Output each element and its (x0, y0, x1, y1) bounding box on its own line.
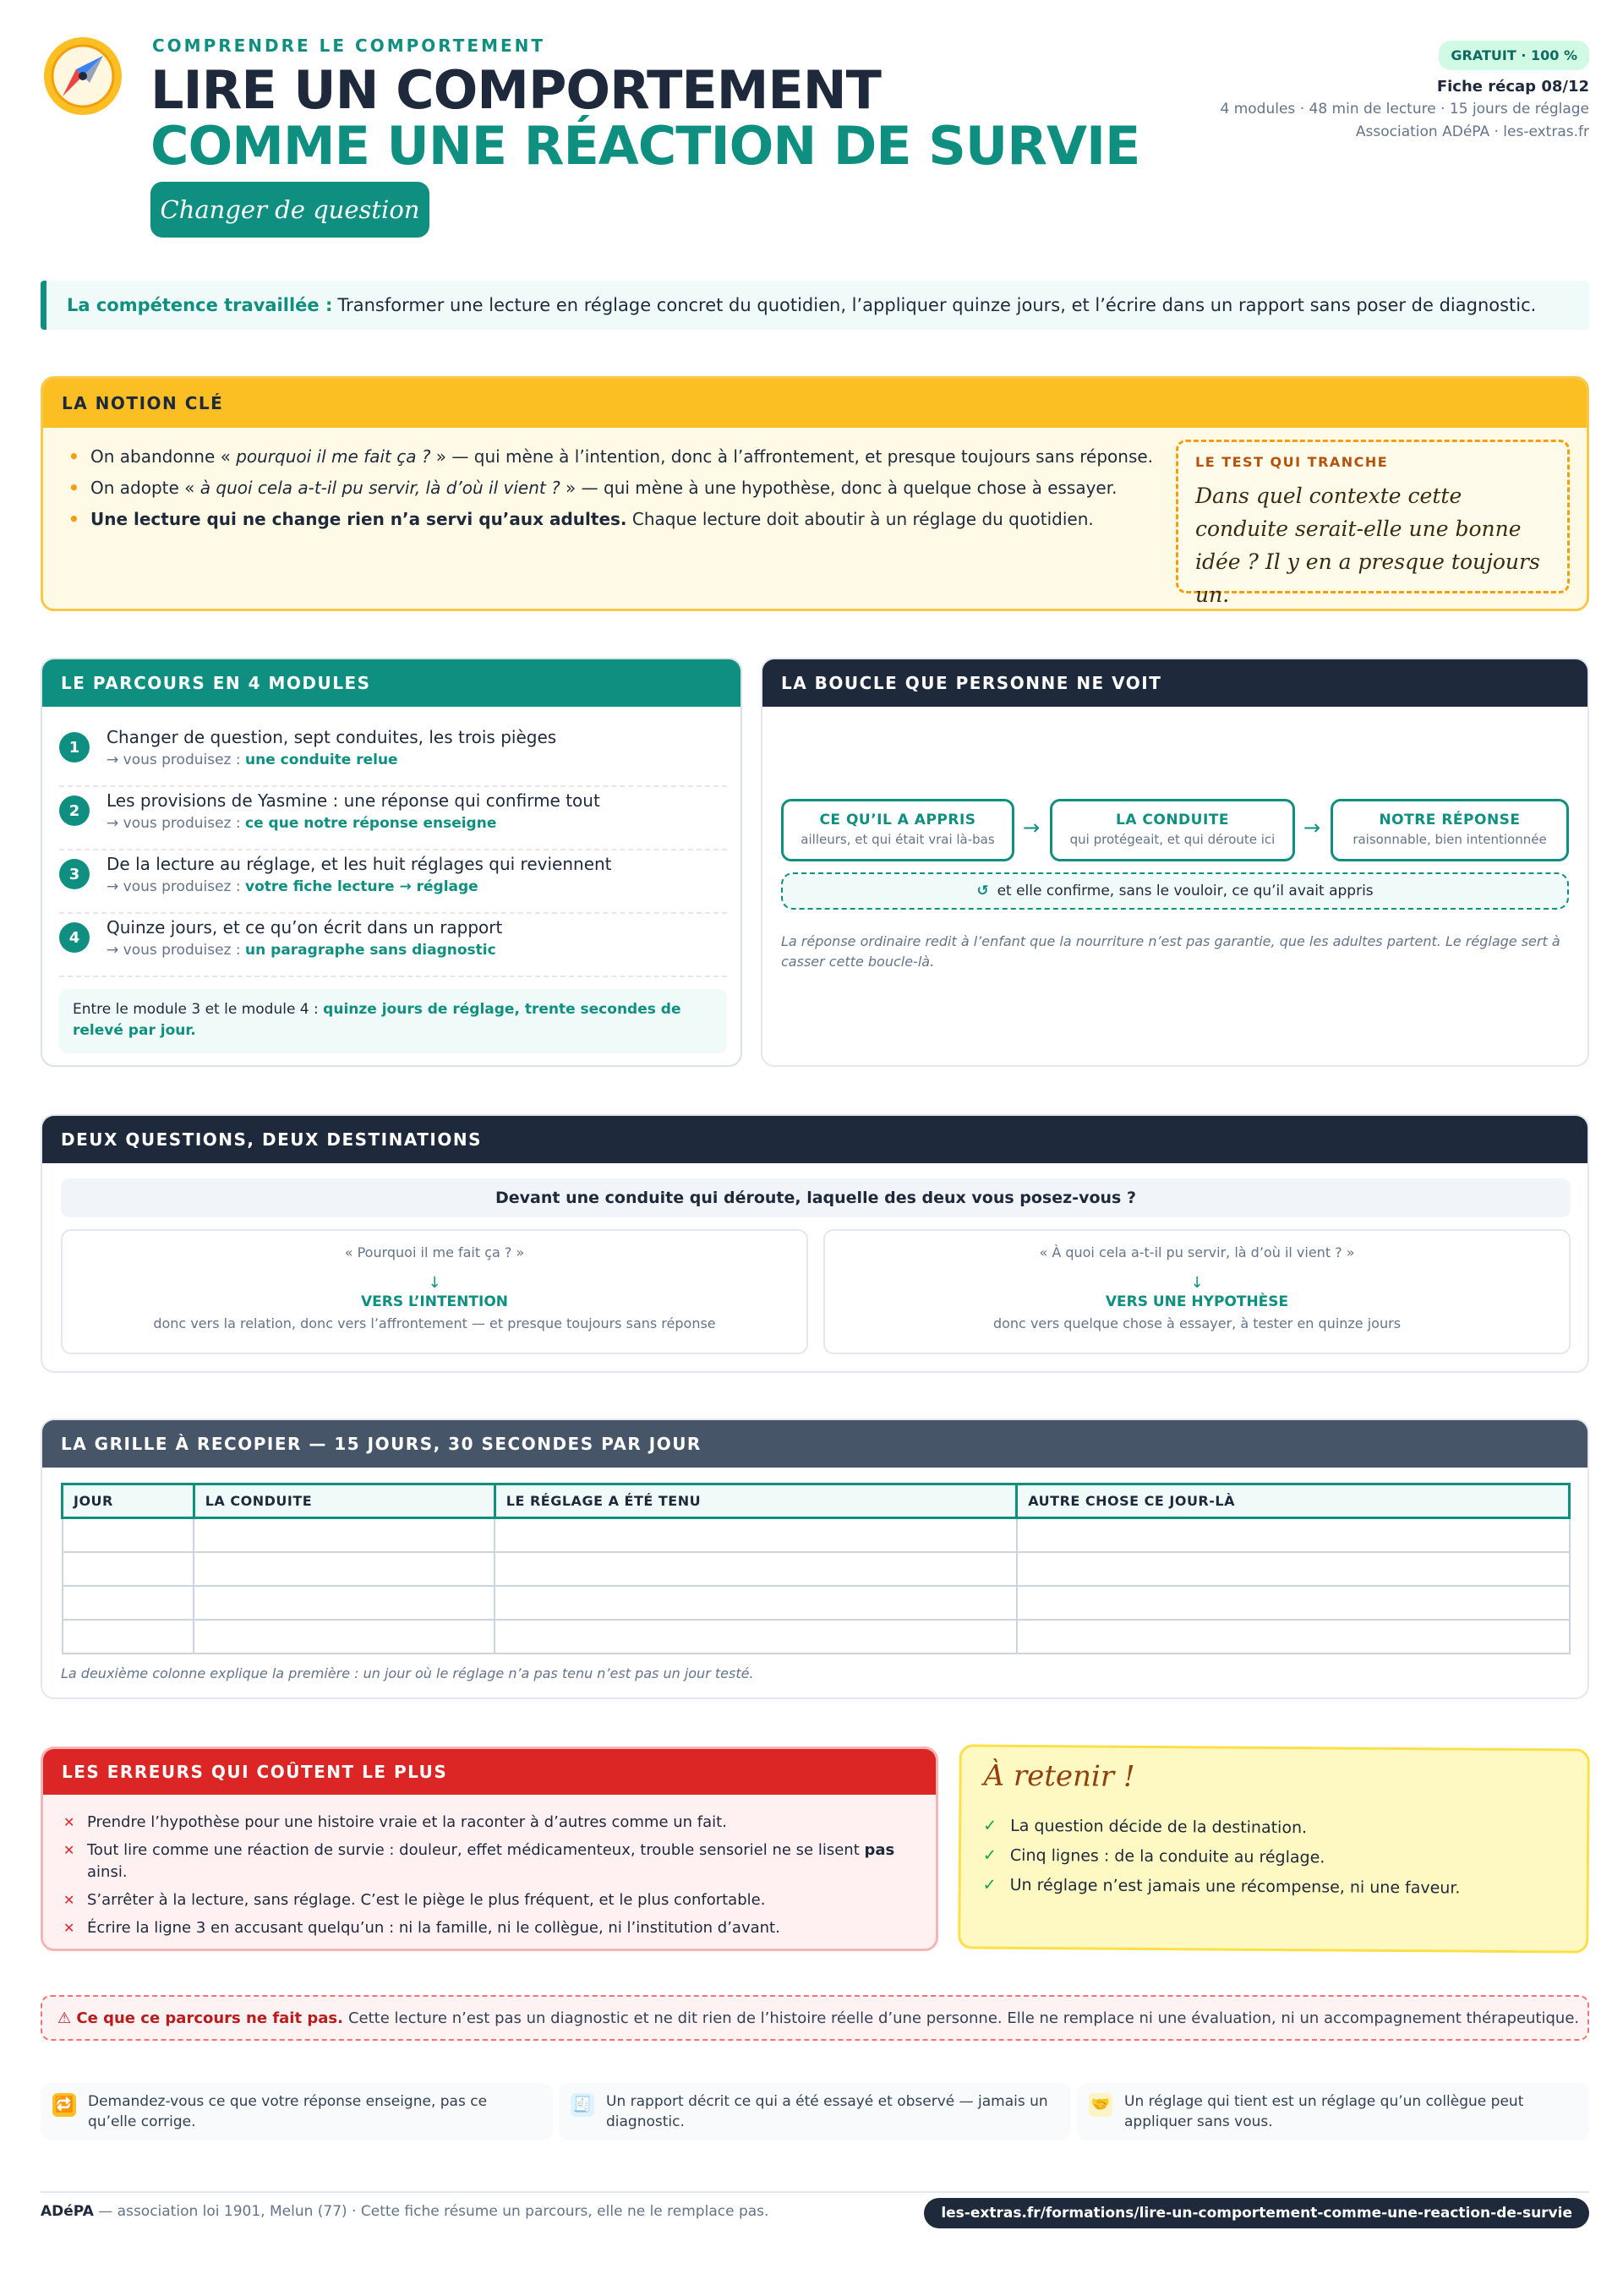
module-product: → vous produisez : votre fiche lecture → réglage (107, 878, 478, 895)
error-item: ✕ Tout lire comme une réaction de survie : douleur, effet médicamenteux, trouble sensoriel ne se lisent pas ainsi. (63, 1840, 917, 1883)
free-badge: GRATUIT · 100 % (1439, 41, 1589, 70)
column-header: LA CONDUITE (194, 1484, 495, 1518)
column-header: LE RÉGLAGE A ÉTÉ TENU (495, 1484, 1016, 1518)
footer-divider (41, 2191, 1589, 2193)
notion-card (41, 376, 1589, 611)
module-number: 1 (59, 732, 90, 763)
between-modules-note: Entre le module 3 et le module 4 : quinze jours de réglage, trente secondes de relevé par jour. (59, 989, 727, 1053)
module-item[interactable] (59, 850, 727, 914)
header-meta (1221, 41, 1590, 144)
column-header: AUTRE CHOSE CE JOUR-LÀ (1017, 1484, 1570, 1518)
remember-item: ✓ La question décide de la destination. (983, 1812, 1566, 1845)
module-product: → vous produisez : ce que notre réponse enseigne (107, 815, 497, 832)
warning-icon: ⚠ (57, 2009, 72, 2027)
tip-card: 🔁 Demandez-vous ce que votre réponse enseigne, pas ce qu’elle corrige. (41, 2083, 553, 2140)
remember-item: ✓ Un réglage n’est jamais une récompense, ni une faveur. (983, 1871, 1566, 1905)
remember-list (983, 1812, 1567, 1905)
kicker: COMPRENDRE LE COMPORTEMENT (152, 36, 546, 56)
central-question: Devant une conduite qui déroute, laquelle des deux vous posez-vous ? (61, 1178, 1571, 1217)
module-item[interactable] (59, 914, 727, 977)
competence-banner (41, 281, 1589, 330)
two-questions-heading: DEUX QUESTIONS, DEUX DESTINATIONS (42, 1116, 1587, 1163)
parcours-heading: LE PARCOURS EN 4 MODULES (42, 659, 740, 707)
module-number: 2 (59, 795, 90, 826)
repeat-icon: 🔁 (52, 2093, 76, 2117)
loop-return (781, 872, 1569, 910)
tip-card: 🤝 Un réglage qui tient est un réglage qu’un collègue peut appliquer sans vous. (1077, 2083, 1589, 2140)
test-text: Dans quel contexte cette conduite serait-elle une bonne idée ? Il y en a presque toujours un. (1195, 484, 1540, 607)
two-questions-card (41, 1114, 1589, 1373)
notion-list (68, 441, 1167, 535)
remember-title: À retenir ! (983, 1758, 1135, 1794)
footer-text: ADéPA — association loi 1901, Melun (77) · Cette fiche résume un parcours, elle ne le remplace pas. (41, 2203, 769, 2220)
course-url-link[interactable]: les-extras.fr/formations/lire-un-comportement-comme-une-reaction-de-survie (924, 2198, 1589, 2228)
course-info: 4 modules · 48 min de lecture · 15 jours de réglage (1220, 101, 1589, 118)
module-number: 4 (59, 922, 90, 953)
change-question-button[interactable]: Changer de question (150, 182, 429, 238)
disclaimer: ⚠ Ce que ce parcours ne fait pas. Cette lecture n’est pas un diagnostic et ne dit rien de l’histoire réelle d’une personne. Elle ne remplace ni une évaluation, ni un accompagnement thérapeutique. (41, 1995, 1589, 2041)
module-title: Les provisions de Yasmine : une réponse qui confirme tout (107, 790, 600, 811)
page-subtitle: COMME UNE RÉACTION DE SURVIE (150, 115, 1140, 177)
remember-card (958, 1744, 1590, 1953)
loop-note: La réponse ordinaire redit à l’enfant que la nourriture n’est pas garantie, que les adultes partent. Le réglage sert à casser cette boucle-là. (781, 933, 1560, 970)
errors-heading: LES ERREURS QUI COÛTENT LE PLUS (43, 1749, 936, 1795)
tracking-grid (61, 1483, 1571, 1654)
module-item[interactable] (59, 724, 727, 787)
compass-icon (41, 34, 125, 118)
loop-heading: LA BOUCLE QUE PERSONNE NE VOIT (762, 659, 1587, 707)
arrow-down-icon: ↓ (428, 1274, 441, 1292)
error-item: ✕ S’arrêter à la lecture, sans réglage. C’est le piège le plus fréquent, et le plus confortable. (63, 1889, 917, 1911)
competence-text: Transformer une lecture en réglage concret du quotidien, l’appliquer quinze jours, et l’écrire dans un rapport sans poser de diagnostic. (337, 295, 1537, 315)
table-row (63, 1552, 1570, 1586)
page-title: LIRE UN COMPORTEMENT (150, 59, 881, 121)
module-number: 3 (59, 859, 90, 889)
loop-card (761, 658, 1589, 1067)
module-title: Changer de question, sept conduites, les trois pièges (107, 727, 557, 747)
notion-item: • On abandonne « pourquoi il me fait ça ? » — qui mène à l’intention, donc à l’affrontement, et presque toujours sans réponse. (68, 441, 1167, 473)
arrow-right-icon: → (1303, 816, 1321, 839)
arrow-down-icon: ↓ (1190, 1274, 1204, 1292)
test-label: LE TEST QUI TRANCHE (1195, 454, 1389, 470)
parcours-card (41, 658, 742, 1067)
grid-card (41, 1419, 1589, 1699)
question-option[interactable]: « Pourquoi il me fait ça ? » ↓ VERS L’INTENTION donc vers la relation, donc vers l’affrontement — et presque toujours sans réponse (61, 1229, 808, 1354)
module-product: → vous produisez : une conduite relue (107, 752, 398, 768)
table-row (63, 1620, 1570, 1654)
errors-card (41, 1747, 938, 1951)
notion-heading: LA NOTION CLÉ (43, 379, 1587, 428)
error-item: ✕ Écrire la ligne 3 en accusant quelqu’un : ni la famille, ni le collègue, ni l’institution d’avant. (63, 1917, 917, 1939)
error-item: ✕ Prendre l’hypothèse pour une histoire vraie et la raconter à d’autres comme un fait. (63, 1812, 917, 1834)
grid-note: La deuxième colonne explique la première : un jour où le réglage n’a pas tenu n’est pas un jour testé. (61, 1665, 754, 1681)
module-title: Quinze jours, et ce qu’on écrit dans un rapport (107, 917, 503, 938)
arrow-right-icon: → (1023, 816, 1041, 839)
column-header: JOUR (63, 1484, 194, 1518)
handshake-icon: 🤝 (1089, 2093, 1112, 2117)
table-row (63, 1586, 1570, 1620)
loop-icon: ↺ (976, 883, 989, 899)
grid-heading: LA GRILLE À RECOPIER — 15 JOURS, 30 SECONDES PAR JOUR (42, 1420, 1587, 1468)
receipt-icon: 🧾 (571, 2093, 594, 2117)
organisation: Association ADéPA · les-extras.fr (1355, 123, 1589, 140)
competence-label: La compétence travaillée : (67, 295, 333, 315)
notion-item: • On adopte « à quoi cela a-t-il pu servir, là d’où il vient ? » — qui mène à une hypothèse, donc à quelque chose à essayer. (68, 473, 1167, 504)
loop-step: CE QU’IL A APPRIS ailleurs, et qui était vrai là-bas (781, 799, 1014, 861)
module-title: De la lecture au réglage, et les huit réglages qui reviennent (107, 854, 612, 874)
loop-step: LA CONDUITE qui protégeait, et qui déroute ici (1050, 799, 1295, 861)
question-option[interactable]: « À quoi cela a-t-il pu servir, là d’où il vient ? » ↓ VERS UNE HYPOTHÈSE donc vers quelque chose à essayer, à tester en quinze jours (823, 1229, 1571, 1354)
fiche-number: Fiche récap 08/12 (1436, 78, 1589, 96)
notion-item: • Une lecture qui ne change rien n’a servi qu’aux adultes. Chaque lecture doit aboutir à un réglage du quotidien. (68, 504, 1167, 535)
table-row (63, 1518, 1570, 1552)
loop-text: et elle confirme, sans le vouloir, ce qu’il avait appris (997, 883, 1374, 899)
loop-step: NOTRE RÉPONSE raisonnable, bien intentionnée (1331, 799, 1569, 861)
module-item[interactable] (59, 787, 727, 850)
decisive-test-box (1176, 440, 1570, 607)
module-product: → vous produisez : un paragraphe sans diagnostic (107, 942, 496, 959)
errors-list (63, 1812, 917, 1945)
remember-item: ✓ Cinq lignes : de la conduite au réglage. (983, 1841, 1566, 1875)
tip-card: 🧾 Un rapport décrit ce qui a été essayé et observé — jamais un diagnostic. (559, 2083, 1071, 2140)
disclaimer-text: Cette lecture n’est pas un diagnostic et ne dit rien de l’histoire réelle d’une personne. Elle ne remplace ni une évaluation, ni un accompagnement thérapeutique. (347, 2009, 1580, 2027)
